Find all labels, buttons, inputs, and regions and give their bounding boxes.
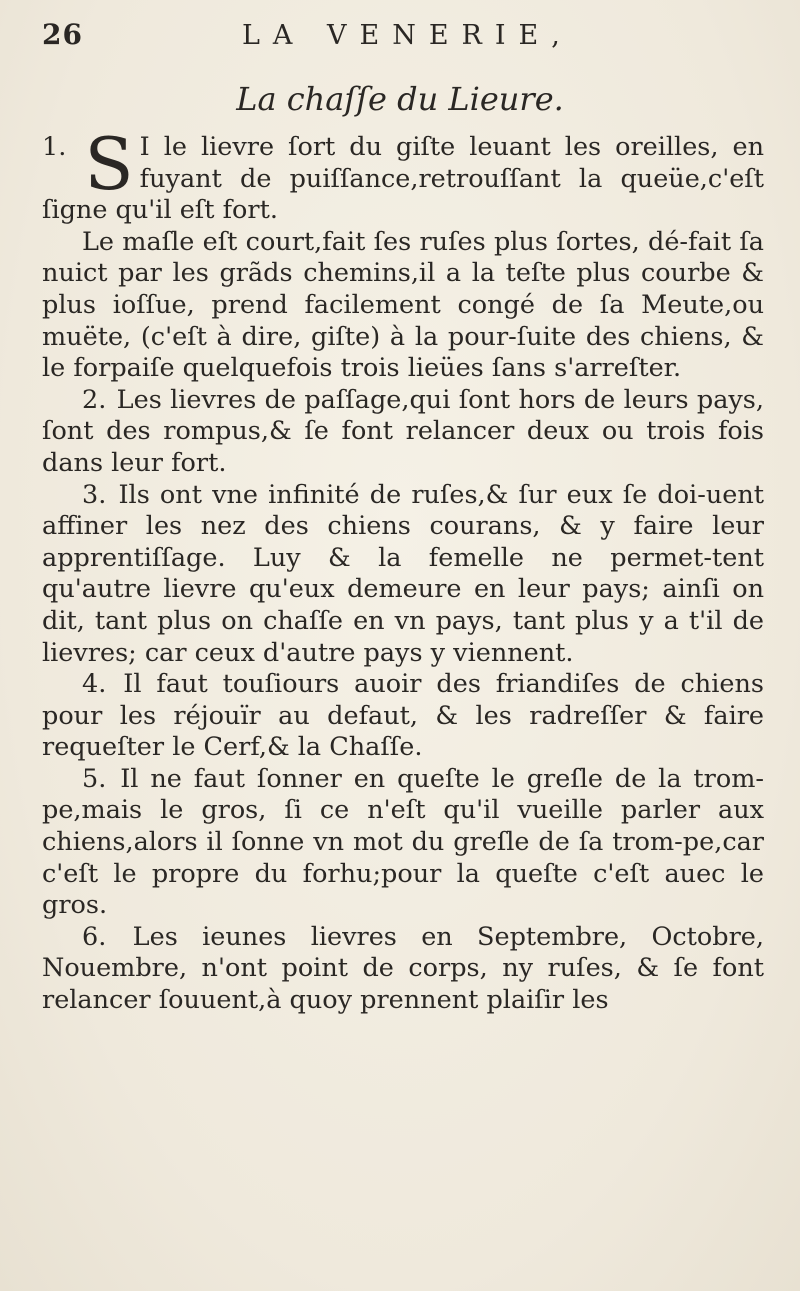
page-number: 26 — [42, 18, 83, 51]
section-title: La chaſſe du Lieure. — [236, 80, 564, 118]
paragraph-number: 5. — [82, 763, 107, 794]
paragraph-text: Il faut touſiours auoir des friandiſes de chiens pour les réjouïr au defaut, & les radreſſer & faire requeſter le Cerf,& la Chaſſe. — [42, 669, 764, 763]
page-header — [42, 18, 768, 58]
paragraph-1 — [42, 122, 764, 227]
paragraph-5 — [42, 669, 764, 764]
paragraph-6 — [42, 764, 764, 922]
running-head: LA VENERIE, — [242, 20, 573, 51]
paragraph-text: Il ne faut ſonner en queſte le greſle de la trom-pe,mais le gros, ſi ce n'eſt qu'il vueille parler aux chiens,alors il ſonne vn mot du greſle de ſa trom-pe,car c'eſt le propre du forhu;pour la queſte c'eſt auec le gros. — [42, 763, 764, 921]
paragraph-3 — [42, 385, 764, 480]
paragraph-number: 3. — [82, 479, 107, 510]
paragraph-text: Ils ont vne infinité de ruſes,& ſur eux ſe doi-uent affiner les nez des chiens courans, & y faire leur apprentiſſage. Luy & la femelle ne permet-tent qu'autre lievre qu'eux demeure en leur pays; ainſi on dit, tant plus on chaſſe en vn pays, tant plus y a t'il de lievres; car ceux d'autre pays y viennent. — [42, 479, 765, 668]
paragraph-2 — [42, 227, 764, 385]
paragraph-text: Le maſle eſt court,fait ſes ruſes plus ſortes, dé-fait ſa nuict par les grãds chemins,il a la teſte plus courbe & plus ioſſue, prend facilement congé de ſa Meute,ou muëte, (c'eſt à dire, giſte) à la pour-ſuite des chiens, & le forpaiſe quelquefois trois lieües ſans s'arreſter. — [42, 226, 764, 384]
paragraph-text: Les ieunes lievres en Septembre, Octobre, Nouembre, n'ont point de corps, ny ruſes, & ſe font relancer ſouuent,à quoy prennent plaiſir les — [42, 921, 764, 1016]
paragraph-number: 1. — [42, 132, 67, 162]
paragraph-number: 4. — [82, 669, 107, 700]
paragraph-text: Les lievres de paſſage,qui ſont hors de leurs pays, ſont des rompus,& ſe font relancer deux ou trois fois dans leur fort. — [42, 384, 764, 478]
paragraph-text: I le lievre ſort du giſte leuant les oreilles, en fuyant de puiſſance,retrouſſant la queüe,c'eſt ſigne qu'il eſt fort. — [42, 132, 764, 226]
page-body — [42, 122, 765, 1017]
paragraph-number: 2. — [82, 384, 107, 415]
paragraph-7 — [42, 922, 764, 1017]
drop-cap: S — [84, 122, 134, 206]
paragraph-4 — [42, 480, 764, 670]
paragraph-number: 6. — [82, 921, 107, 952]
